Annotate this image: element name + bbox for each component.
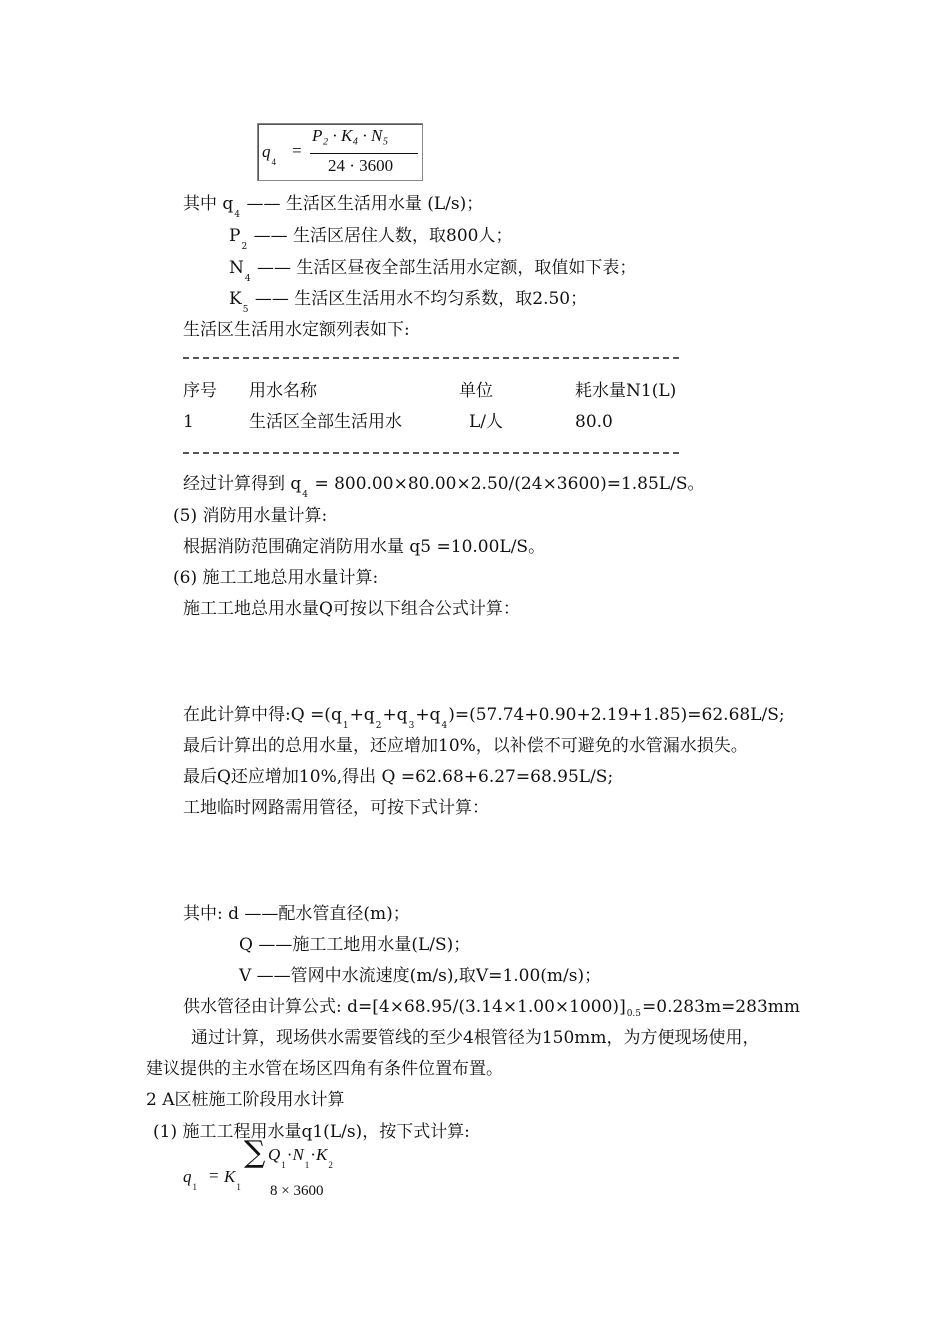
table-header-unit: 单位 — [459, 381, 493, 401]
section-2-subtitle: (1) 施工工程用水量q1(L/s)，按下式计算: — [153, 1122, 470, 1142]
formula-q1-numerator: $Q_1\cdot N_1\cdot K_2$ — [268, 1145, 333, 1170]
table-cell-name: 生活区全部生活用水 — [249, 412, 402, 432]
table-cell-consumption: 80.0 — [575, 412, 613, 432]
calc-q4: 经过计算得到 $q_4 = 800.00\times 80.00\times 2.50/(24\times 3600)=1.85L/S$。 — [183, 474, 705, 500]
def-k5: $K_5$ —— 生活区生活用水不均匀系数，取2.50； — [229, 289, 588, 315]
formula-q4-equals: = — [292, 141, 302, 160]
line-final-q: 最后Q还应增加10%,得出 Q =62.68+6.27=68.95L/S; — [183, 767, 614, 787]
table-header-index: 序号 — [183, 381, 217, 401]
formula-q1-equals: = — [209, 1166, 219, 1185]
def-d: 其中: d ——配水管直径(m)； — [183, 904, 410, 924]
def-q4: 其中 $q_4$ —— 生活区生活用水量 (L/s)； — [183, 194, 484, 220]
formula-q4-box — [257, 123, 423, 181]
formula-q4-numerator: P₂ · K₄ · N₅ — [312, 126, 389, 145]
section-6-body: 施工工地总用水量Q可按以下组合公式计算： — [183, 599, 520, 619]
table-cell-index: 1 — [183, 412, 194, 432]
paragraph-conclusion-line2: 建议提供的主水管在场区四角有条件位置布置。 — [146, 1059, 503, 1079]
section-2-title: 2 A区桩施工阶段用水计算 — [146, 1090, 345, 1110]
pipe-calc: 供水管径由计算公式: $d=[4\times 68.95/(3.14\times 1.00\times 1000)]_{0.5}=0.283m=283mm$ — [183, 997, 800, 1019]
def-v: V ——管网中水流速度(m/s),取V=1.00(m/s)； — [239, 966, 602, 986]
formula-q1-lhs: $q_1$ — [183, 1167, 197, 1192]
line-pipe-intro: 工地临时网路需用管径，可按下式计算： — [183, 798, 489, 818]
table-intro: 生活区生活用水定额列表如下: — [183, 320, 410, 340]
line-add-10-percent: 最后计算出的总用水量，还应增加10%，以补偿不可避免的水管漏水损失。 — [183, 736, 748, 756]
section-6-title: (6) 施工工地总用水量计算: — [173, 568, 379, 588]
calc-total-q: 在此计算中得:Q $=(q_1+q_2+q_3+q_4)=(57.74+0.90+2.19+1.85)=62.68L/S$; — [183, 705, 785, 731]
formula-q1-k1: $K_1$ — [224, 1167, 241, 1192]
def-q: Q ——施工工地用水量(L/S)； — [239, 935, 471, 955]
table-header-name: 用水名称 — [249, 381, 317, 401]
table-header-consumption: 耗水量N1(L) — [575, 381, 677, 401]
table-bottom-rule — [183, 452, 679, 454]
section-5-body: 根据消防范围确定消防用水量 q5 =10.00L/S。 — [183, 537, 546, 557]
formula-q4-fraction-bar — [310, 153, 418, 154]
formula-q4-denominator: 24 · 3600 — [328, 156, 394, 175]
def-n4: $N_4$ —— 生活区昼夜全部生活用水定额，取值如下表； — [229, 258, 637, 284]
table-top-rule — [183, 357, 679, 359]
formula-q1-sigma: ∑ — [244, 1135, 266, 1170]
def-p2: $P_2$ —— 生活区居住人数，取800人； — [229, 226, 513, 252]
paragraph-conclusion-line1: 通过计算，现场供水需要管线的至少4根管径为150mm，为方便现场使用， — [191, 1028, 760, 1048]
formula-q1-denominator: 8 × 3600 — [270, 1183, 324, 1199]
section-5-title: (5) 消防用水量计算: — [173, 506, 328, 526]
table-cell-unit: L/人 — [469, 412, 504, 432]
formula-q4-lhs: $q_4$ — [262, 142, 276, 167]
